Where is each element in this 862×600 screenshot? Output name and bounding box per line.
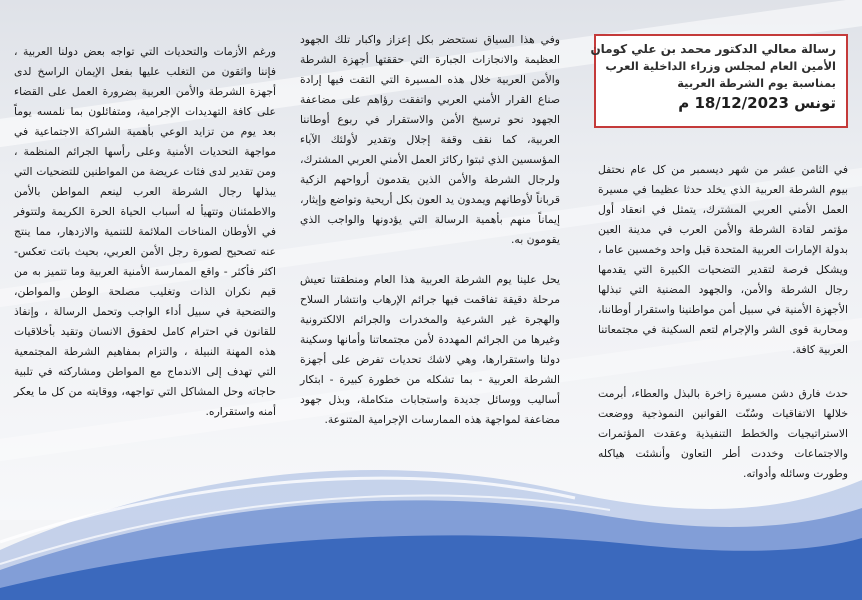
title-box xyxy=(590,34,848,128)
paragraph: ورغم الأزمات والتحديات التي تواجه بعض دولنا العربية ، فإننا واثقون من التغلب عليها بفعل الإيمان الراسخ لدى أجهزة الشرطة والأمن العربية بضرورة العمل على القضاء على كافة التهديدات الإجرامية، ومتفائلون بما نلمسه يوماً بعد يوم من تزايد الوعي بأهمية الشراكة الاجتماعية في مواجهة التحديات الأمنية وعلى رأسها الجرائم المنظمة ، ومن تقدير لدى فئات عريضة من المواطنين للتضحيات التي يبذلها رجال الشرطة العرب لينعم المواطن بالأمن والاطمئنان وتتهيأ له أسباب الحياة الحرة الكريمة ولتتوفر في الأوطان المناخات الملائمة للتنمية والازدهار، مما ينتج عنه تصحيح لصورة رجل الأمن العربي، بحيث باتت تعكس- اكثر فأكثر - واقع الممارسة الأمنية العربية وما تتميز به من قيم نكران الذات وتغليب مصلحة الوطن والمواطن، والتضحية في سبيل أداء الواجب وتحمل الرسالة ، وإنفاذ للقانون في احترام كامل لحقوق الانسان وتقيد بأخلاقيات هذه المهنة النبيلة ، والتزام بمفاهيم الشرطة المجتمعية التي تهدف إلى الاندماج مع المواطن ومشاركته في تلبية حاجاته وحل المشاكل التي تواجهه، ووقايته من كل ما يعكر أمنه واستقراره. xyxy=(14,45,276,418)
column-left xyxy=(14,42,276,422)
column-right xyxy=(598,160,848,508)
title-line-2: الأمين العام لمجلس وزراء الداخلية العرب xyxy=(605,59,836,73)
paragraph: وفي هذا السياق نستحضر بكل إعزاز واكبار تلك الجهود العظيمة والانجازات الجبارة التي حققتها أجهزة الشرطة والأمن العربية خلال هذه المسيرة التي التقت فيها إرادة صناع القرار الأمني العربي واتفقت رؤاهم على مضاعفة الجهود نحو ترسيخ الأمن والاستقرار في ربوع أوطاننا العربية، كما نقف وقفة إجلال وتقدير لأولئك الآباء المؤسسين الذي ثبتوا ركائز العمل الأمني العربي المشترك، ولرجال الشرطة والأمن الذين يقدمون أرواحهم الزكية قرباناً لأوطانهم ويمدون يد العون بكل أريحية وتواضع وإيثار، إيماناً منهم بأهمية الرسالة التي يؤدونها والواجب الذي يقومون به. xyxy=(300,33,560,246)
title-date: تونس 18/12/2023 م xyxy=(678,94,836,112)
title-line-1: رسالة معالي الدكتور محمد بن علي كومان xyxy=(590,42,836,56)
paragraph: يحل علينا يوم الشرطة العربية هذا العام ومنطقتنا تعيش مرحلة دقيقة تفاقمت فيها جرائم الإرهاب وانتشار السلاح والهجرة غير الشرعية والمخدرات والجرائم الالكترونية وغيرها من الجرائم المهددة لأمن مجتمعاتنا وأمانها وسكينة دولنا واستقرارها، وهي لاشك تحديات تفرض على أجهزة الشرطة العربية - بما تشكله من خطورة كبيرة - ابتكار أساليب ووسائل جديدة واستجابات متكاملة، وبذل جهود مضاعفة لمواجهة هذه الممارسات الإجرامية المتنوعة. xyxy=(300,273,560,426)
column-middle xyxy=(300,30,560,450)
paragraph: حدث فارق دشن مسيرة زاخرة بالبذل والعطاء، أبرمت خلالها الاتفاقيات وسُنّت القوانين النموذجية ووضعت الاستراتيجيات والخطط التنفيذية وعقدت المؤتمرات والاجتماعات وخددت أطر التعاون وأنشئت هياكله وطورت وسائله وأدواته. xyxy=(598,387,848,480)
paragraph: في الثامن عشر من شهر ديسمبر من كل عام نحتفل بيوم الشرطة العربية الذي يخلد حدثا عظيما في مسيرة العمل الأمني العربي المشترك، يتمثل في انعقاد أول مؤتمر لقادة الشرطة والأمن العرب في مدينة العين بدولة الإمارات العربية المتحدة قبل واحد وخمسين عاما ، ويشكل فرصة لتقدير التضحيات الكبيرة التي يقدمها رجال الشرطة والأمن، والجهود المضنية التي تبذلها الأجهزة الأمنية في سبيل أمن مواطنينا واستقرار أوطاننا، ومحاربة قوى الشر والإجرام لتعم السكينة في مجتمعاتنا العربية كافة. xyxy=(598,163,848,356)
title-line-3: بمناسبة يوم الشرطة العربية xyxy=(677,76,836,90)
